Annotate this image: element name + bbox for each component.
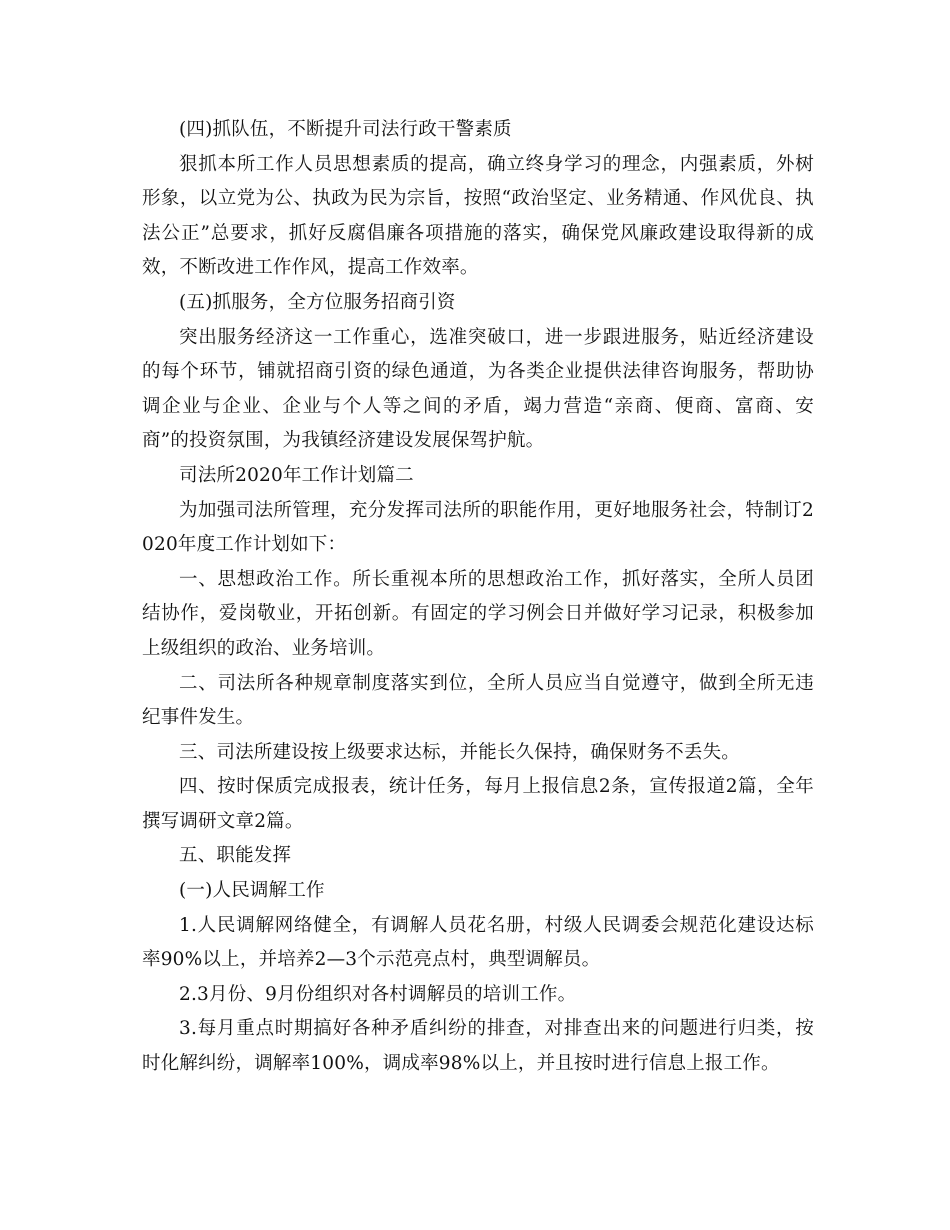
paragraph-team-quality: 狠抓本所工作人员思想素质的提高，确立终身学习的理念，内强素质，外树形象，以立党为公、执政为民为宗旨，按照“政治坚定、业务精通、作风优良、执法公正”总要求，抓好反腐倡廉各项措施的落实，确保党风廉政建设取得新的成效，不断改进工作作风，提高工作效率。 bbox=[142, 153, 814, 279]
paragraph-mediation-two: 2.3月份、9月份组织对各村调解员的培训工作。 bbox=[179, 983, 577, 1005]
paragraph-service-investment: 突出服务经济这一工作重心，选准突破口，进一步跟进服务，贴近经济建设的每个环节，铺就招商引资的绿色通道，为各类企业提供法律咨询服务，帮助协调企业与企业、企业与个人等之间的矛盾，竭力营造“亲商、便商、富商、安商”的投资氛围，为我镇经济建设发展保驾护航。 bbox=[142, 326, 814, 452]
section-heading-team: (四)抓队伍，不断提升司法行政干警素质 bbox=[179, 119, 512, 140]
section-heading-plan-two: 司法所2020年工作计划篇二 bbox=[179, 464, 414, 486]
subsection-heading-mediation: (一)人民调解工作 bbox=[179, 880, 325, 902]
paragraph-item-three: 三、司法所建设按上级要求达标，并能长久保持，确保财务不丢失。 bbox=[179, 741, 741, 763]
paragraph-mediation-one: 1.人民调解网络健全，有调解人员花名册，村级人民调委会规范化建设达标率90%以上，并培养2—3个示范亮点村，典型调解员。 bbox=[142, 914, 814, 971]
paragraph-item-four: 四、按时保质完成报表，统计任务，每月上报信息2条，宣传报道2篇，全年撰写调研文章2篇。 bbox=[142, 776, 814, 832]
paragraph-item-two: 二、司法所各种规章制度落实到位，全所人员应当自觉遵守，做到全所无违纪事件发生。 bbox=[142, 672, 814, 729]
document-page bbox=[142, 113, 814, 1082]
section-heading-service: (五)抓服务，全方位服务招商引资 bbox=[179, 291, 456, 313]
section-heading-functions: 五、职能发挥 bbox=[179, 845, 292, 867]
paragraph-item-one: 一、思想政治工作。所长重视本所的思想政治工作，抓好落实，全所人员团结协作，爱岗敬业，开拓创新。有固定的学习例会日并做好学习记录，积极参加上级组织的政治、业务培训。 bbox=[142, 568, 814, 659]
paragraph-plan-intro: 为加强司法所管理，充分发挥司法所的职能作用，更好地服务社会，特制订2020年度工作计划如下： bbox=[142, 499, 814, 556]
paragraph-mediation-three: 3.每月重点时期搞好各种矛盾纠纷的排查，对排查出来的问题进行归类，按时化解纠纷，调解率100%，调成率98%以上，并且按时进行信息上报工作。 bbox=[142, 1018, 814, 1075]
